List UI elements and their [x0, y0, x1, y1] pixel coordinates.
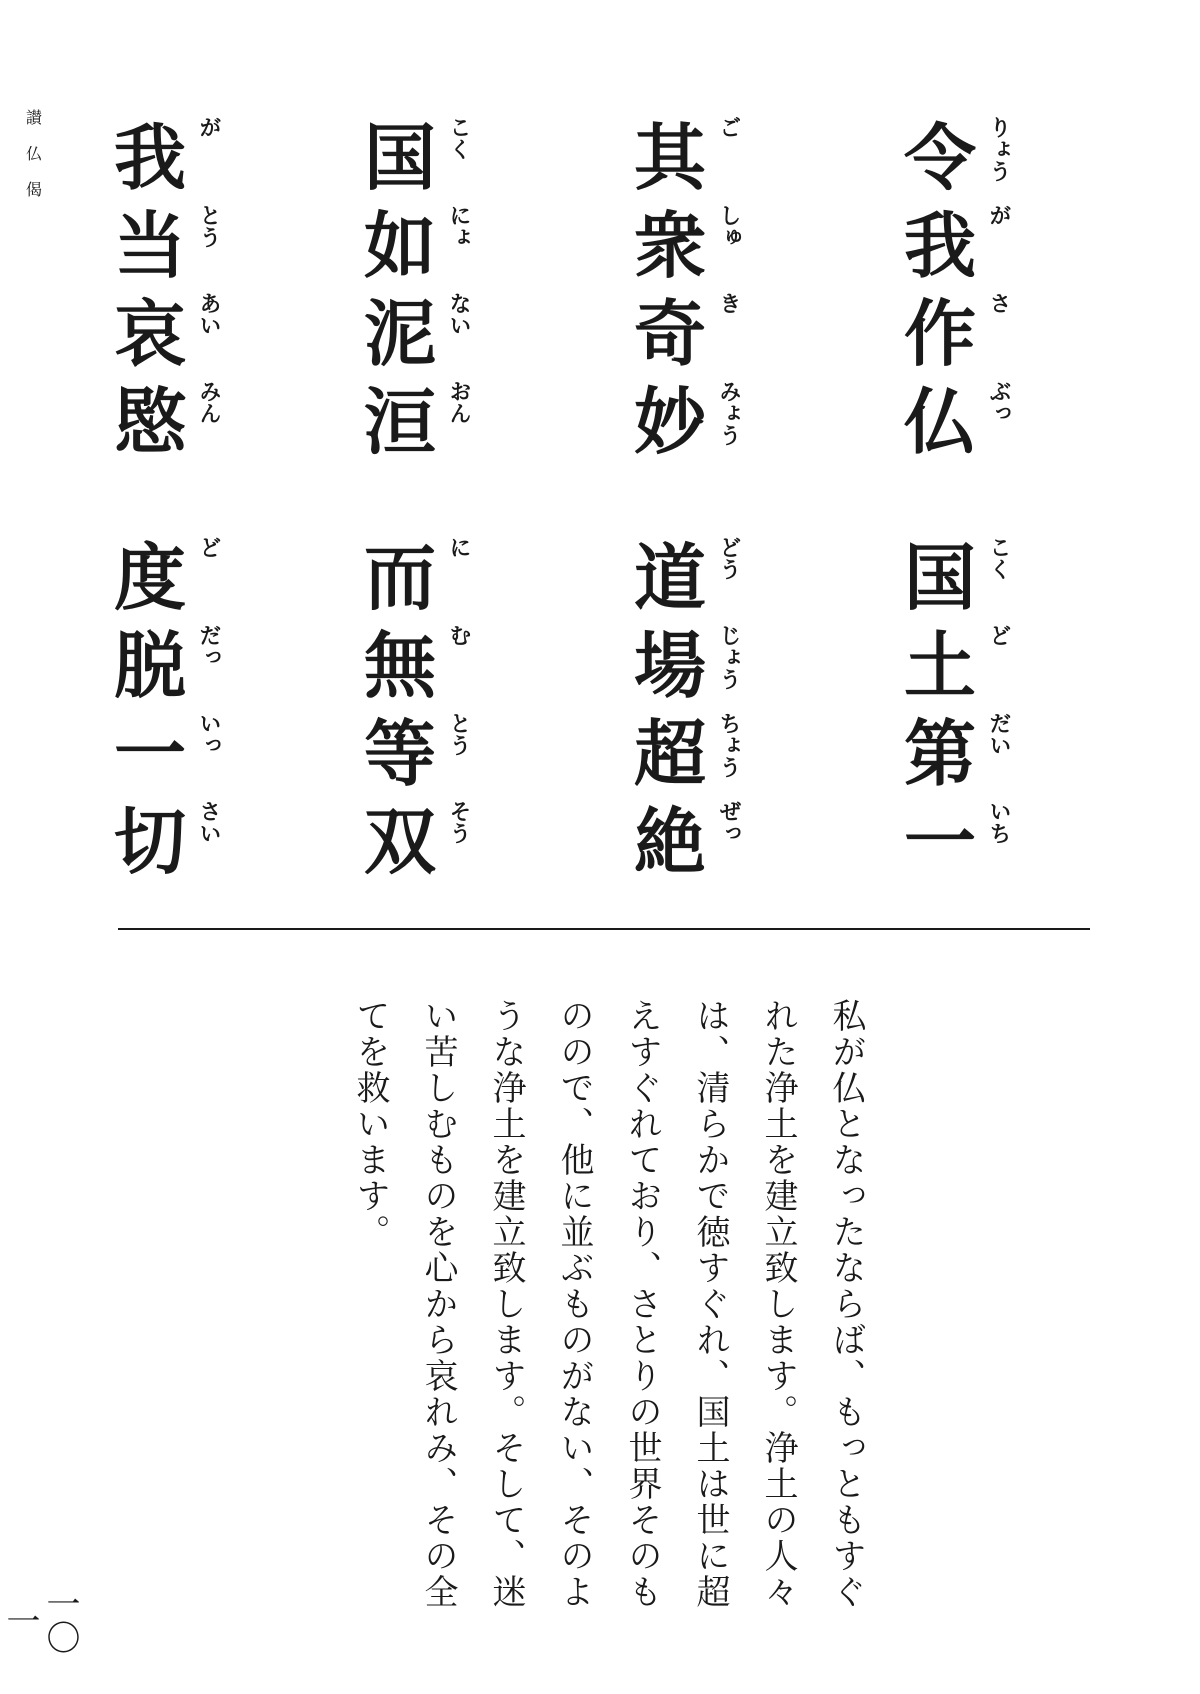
verse-ruby: じょう [716, 624, 741, 690]
verse-char [110, 794, 230, 882]
verse-kanji: 泥 [363, 291, 436, 376]
verse-kanji: 国 [903, 535, 976, 620]
verse-line [900, 530, 1020, 882]
verse-ruby: ど [196, 536, 221, 558]
verse-column [900, 110, 1020, 882]
verse-ruby: みょう [716, 380, 741, 446]
verse-char [900, 794, 1020, 882]
verse-ruby: だい [986, 712, 1011, 756]
verse-char [110, 286, 230, 374]
verse-kanji: 衆 [633, 203, 706, 288]
verse-kanji: 令 [903, 115, 976, 200]
verse-char [110, 618, 230, 706]
verse-char [360, 530, 480, 618]
verse-ruby: ちょう [716, 712, 741, 778]
verse-kanji: 愍 [113, 379, 186, 464]
verse-ruby: とう [446, 712, 471, 756]
verse-kanji: 双 [363, 799, 436, 884]
verse-kanji: 当 [113, 203, 186, 288]
verse-kanji: 而 [363, 535, 436, 620]
verse-kanji: 如 [363, 203, 436, 288]
verse-kanji: 作 [903, 291, 976, 376]
verse-char [360, 794, 480, 882]
verse-char [360, 110, 480, 198]
verse-char [360, 198, 480, 286]
verse-char [630, 618, 750, 706]
verse-char [900, 374, 1020, 462]
verse-column [360, 110, 480, 882]
verse-ruby: ご [716, 116, 741, 138]
verse-kanji: 絶 [633, 799, 706, 884]
verse-kanji: 無 [363, 623, 436, 708]
verse-char [630, 110, 750, 198]
verse-ruby: とう [196, 204, 221, 248]
verse-char [630, 530, 750, 618]
verse-ruby: き [716, 292, 741, 314]
verse-char [900, 530, 1020, 618]
verse-ruby: あい [196, 292, 221, 336]
verse-char [900, 706, 1020, 794]
verse-ruby: む [446, 624, 471, 646]
verse-kanji: 度 [113, 535, 186, 620]
verse-line [110, 110, 230, 462]
verse-ruby: みん [196, 380, 221, 424]
verse-ruby: いっ [196, 712, 221, 756]
verse-char [630, 286, 750, 374]
verse-char [900, 110, 1020, 198]
verse-kanji: 場 [633, 623, 706, 708]
verse-kanji: 脱 [113, 623, 186, 708]
translation-text: 私が仏となったならば、もっともすぐれた浄土を建立致します。浄土の人々は、清らかで徳すぐれ、国土は世に超えすぐれており、さとりの世界そのものので、他に並ぶものがない、そのような浄土を建立致します。そして、迷い苦しむものを心から哀れみ、その全てを救います。 [350, 998, 866, 1610]
verse-line [360, 110, 480, 462]
verse-ruby: が [986, 204, 1011, 226]
verse-char [900, 618, 1020, 706]
verse-column [630, 110, 750, 882]
verse-ruby: こく [446, 116, 471, 160]
verse-char [110, 198, 230, 286]
verse-char [110, 706, 230, 794]
verse-kanji: 超 [633, 711, 706, 796]
divider-line [118, 928, 1090, 930]
verse-ruby: ぜっ [716, 800, 741, 844]
verse-ruby: そう [446, 800, 471, 844]
verse-char [630, 706, 750, 794]
verse-char [900, 198, 1020, 286]
verse-line [360, 530, 480, 882]
verse-kanji: 等 [363, 711, 436, 796]
verse-char [360, 618, 480, 706]
verse-kanji: 我 [903, 203, 976, 288]
verse-line [630, 110, 750, 462]
verse-ruby: おん [446, 380, 471, 424]
verse-ruby: しゅ [716, 204, 741, 248]
verse-ruby: どう [716, 536, 741, 580]
verse-area [110, 110, 1110, 920]
verse-kanji: 奇 [633, 291, 706, 376]
verse-char [630, 198, 750, 286]
verse-kanji: 道 [633, 535, 706, 620]
verse-line [900, 110, 1020, 462]
verse-char [900, 286, 1020, 374]
verse-kanji: 切 [113, 799, 186, 884]
verse-char [110, 530, 230, 618]
verse-kanji: 我 [113, 115, 186, 200]
verse-char [360, 706, 480, 794]
verse-char [630, 794, 750, 882]
running-header-char: 讃 [25, 108, 42, 127]
verse-ruby: ど [986, 624, 1011, 646]
verse-ruby: が [196, 116, 221, 138]
verse-kanji: 哀 [113, 291, 186, 376]
verse-ruby: ぶっ [986, 380, 1011, 424]
page-number: 一〇一 [0, 1586, 80, 1654]
verse-line [110, 530, 230, 882]
running-header-char: 偈 [25, 180, 42, 199]
verse-ruby: だっ [196, 624, 221, 668]
verse-kanji: 妙 [633, 379, 706, 464]
verse-ruby: にょ [446, 204, 471, 248]
running-header-char: 仏 [25, 144, 42, 163]
verse-kanji: 一 [903, 799, 976, 884]
verse-column [110, 110, 230, 882]
verse-kanji: 仏 [903, 379, 976, 464]
verse-line [630, 530, 750, 882]
verse-ruby: さい [196, 800, 221, 844]
verse-ruby: こく [986, 536, 1011, 580]
verse-kanji: 第 [903, 711, 976, 796]
verse-ruby: ない [446, 292, 471, 336]
verse-char [110, 374, 230, 462]
verse-char [360, 286, 480, 374]
running-header [22, 100, 46, 208]
verse-char [360, 374, 480, 462]
verse-char [630, 374, 750, 462]
verse-kanji: 洹 [363, 379, 436, 464]
verse-kanji: 其 [633, 115, 706, 200]
verse-char [110, 110, 230, 198]
verse-ruby: さ [986, 292, 1011, 314]
verse-ruby: いち [986, 800, 1011, 844]
verse-kanji: 国 [363, 115, 436, 200]
verse-kanji: 土 [903, 623, 976, 708]
verse-kanji: 一 [113, 711, 186, 796]
verse-ruby: に [446, 536, 471, 558]
verse-ruby: りょう [986, 116, 1011, 182]
